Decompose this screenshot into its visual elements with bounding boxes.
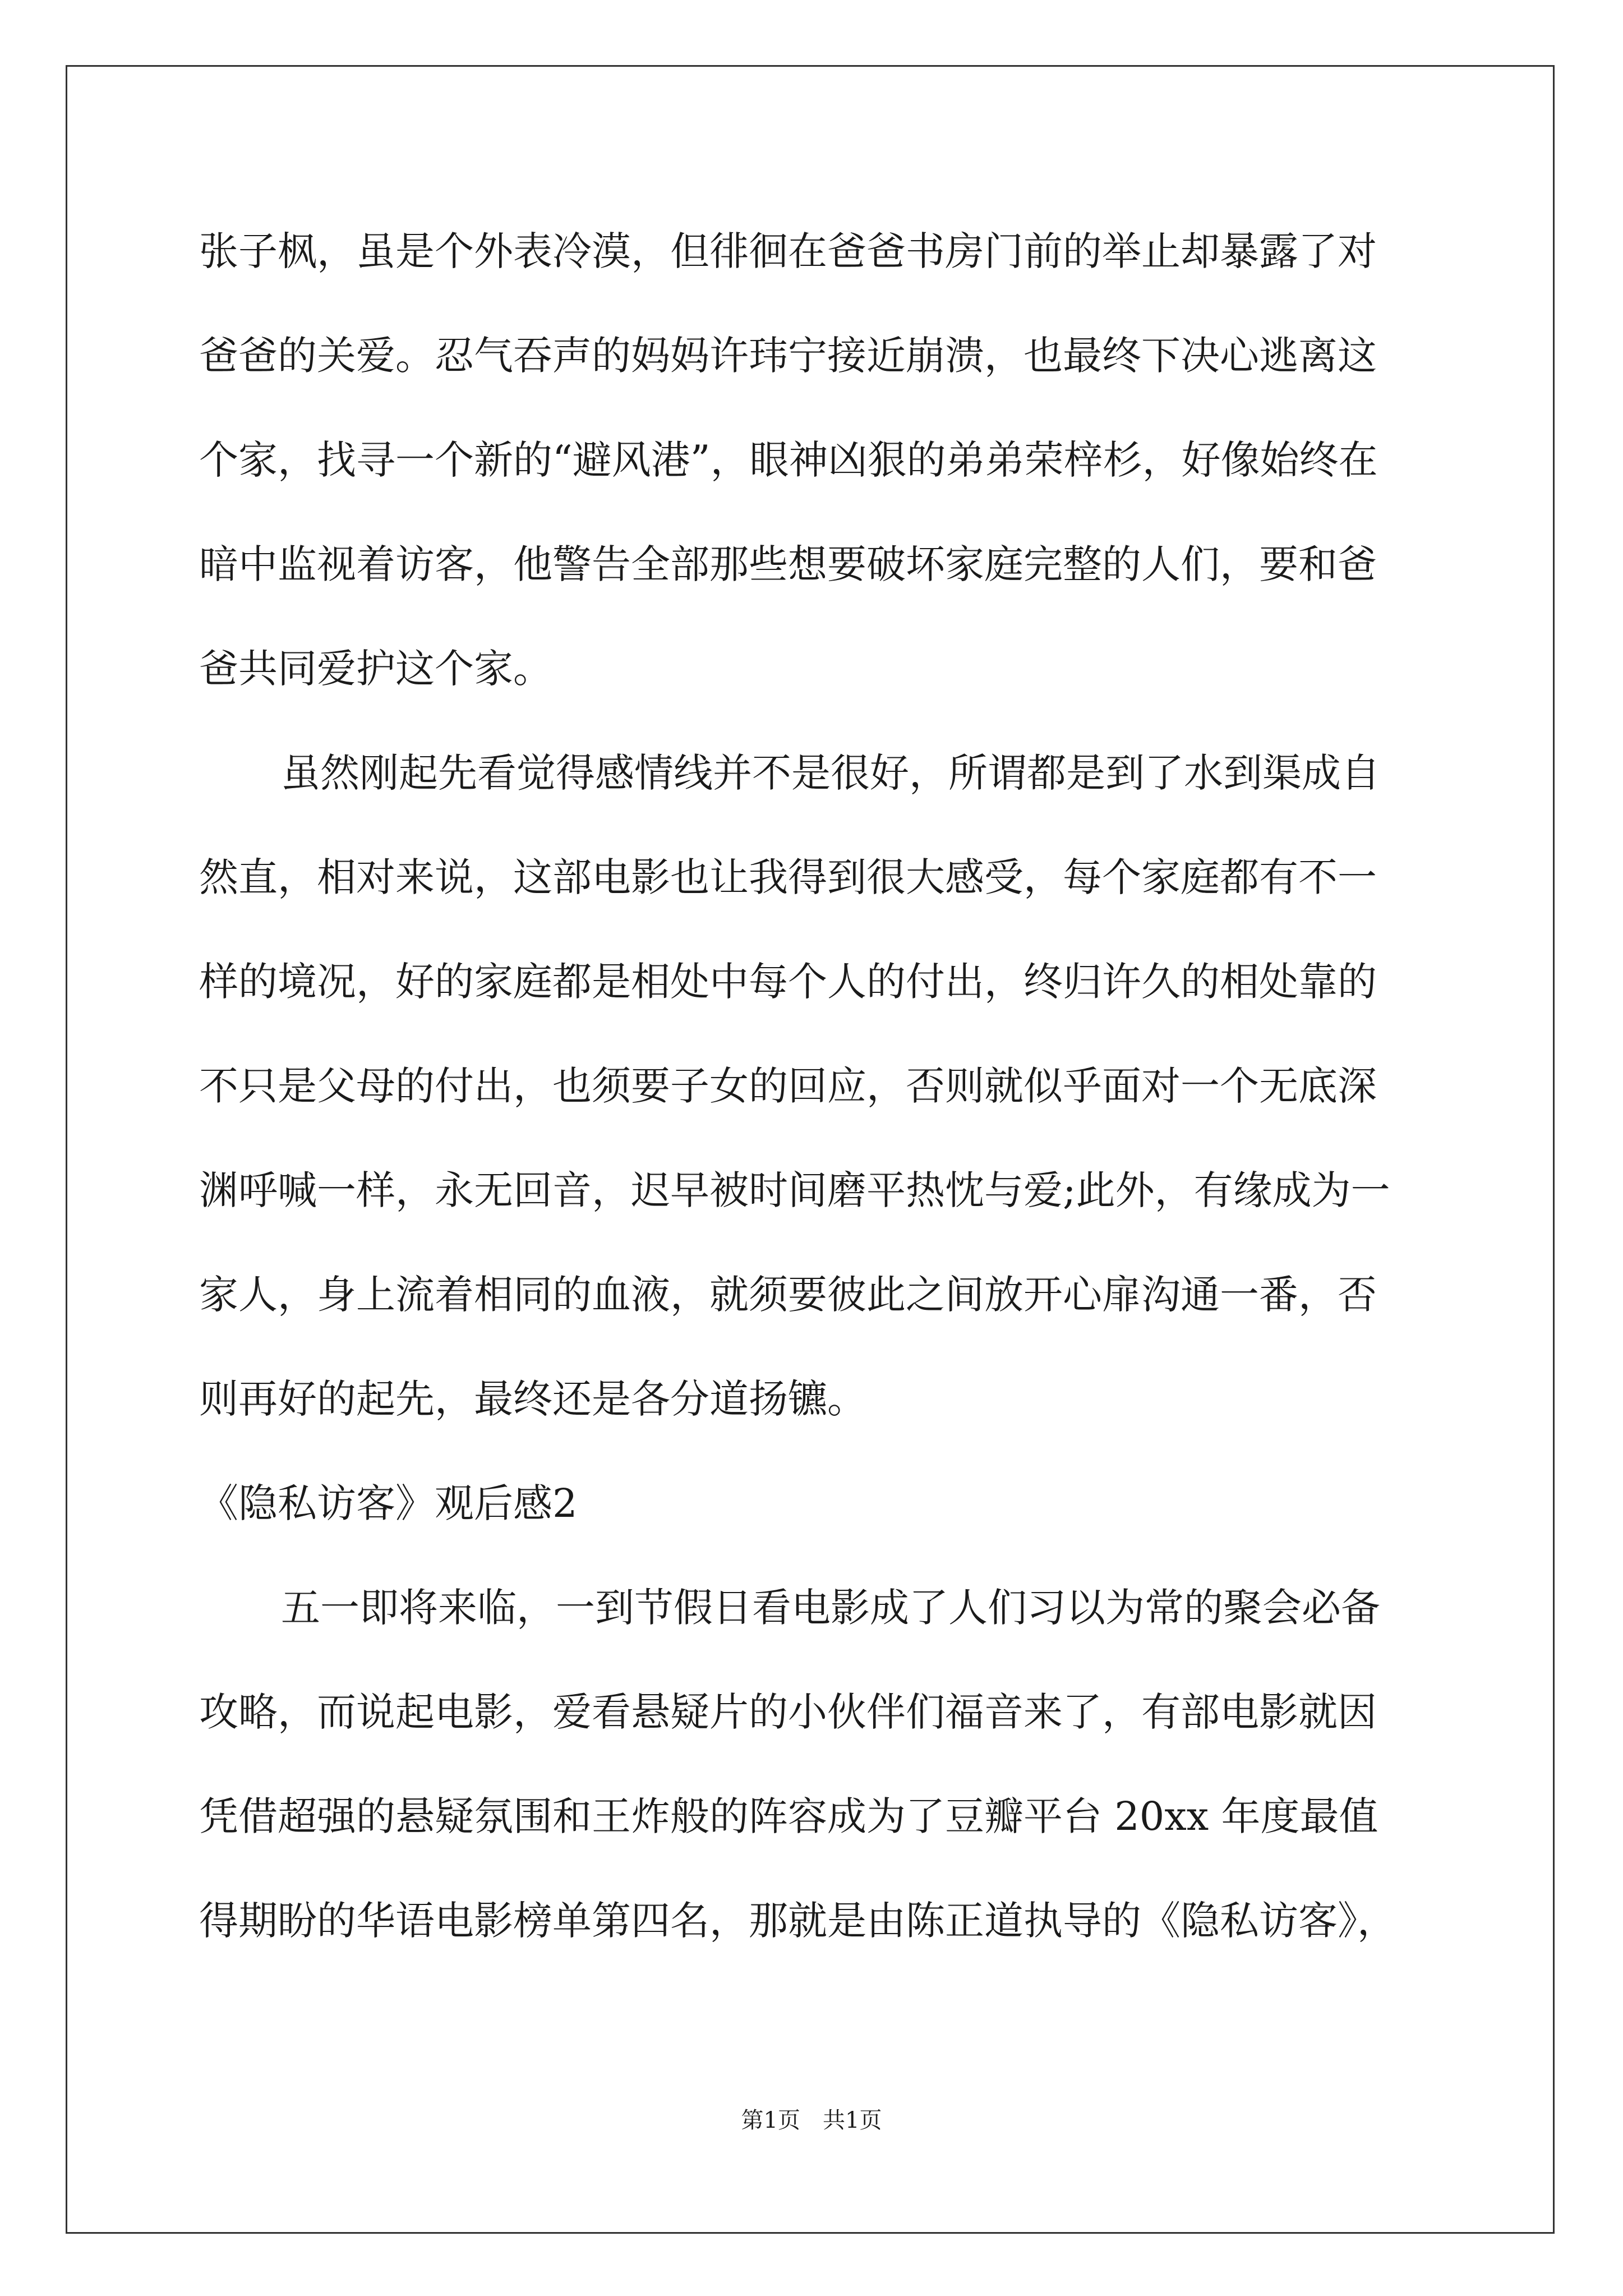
text-line: 样的境况，好的家庭都是相处中每个人的付出，终归许久的相处靠的 (199, 959, 1377, 1005)
document-body (199, 199, 1427, 1973)
section-heading: 《隐私访客》观后感2 (199, 1480, 578, 1526)
text-line: 则再好的起先，最终还是各分道扬镳。 (199, 1376, 866, 1422)
page-footer: 第1页 共1页 (741, 2108, 882, 2133)
text-line: 凭借超强的悬疑氛围和王炸般的阵容成为了豆瓣平台 20xx 年度最值 (199, 1793, 1378, 1839)
paragraph-first-line: 虽然刚起先看觉得感情线并不是很好，所谓都是到了水到渠成自 (281, 750, 1380, 796)
text-line: 然直，相对来说，这部电影也让我得到很大感受，每个家庭都有不一 (199, 854, 1377, 900)
text-line: 渊呼喊一样，永无回音，迟早被时间磨平热忱与爱;此外，有缘成为一 (199, 1167, 1390, 1213)
text-line: 张子枫，虽是个外表冷漠，但徘徊在爸爸书房门前的举止却暴露了对 (199, 228, 1377, 274)
text-line: 爸爸的关爱。忍气吞声的妈妈许玮宁接近崩溃，也最终下决心逃离这 (199, 333, 1377, 379)
text-line: 攻略，而说起电影，爱看悬疑片的小伙伴们福音来了，有部电影就因 (199, 1689, 1377, 1735)
text-line: 不只是父母的付出，也须要子女的回应，否则就似乎面对一个无底深 (199, 1063, 1377, 1109)
text-line: 暗中监视着访客，他警告全部那些想要破坏家庭完整的人们，要和爸 (199, 541, 1377, 587)
text-line: 个家，找寻一个新的“避风港”，眼神凶狠的弟弟荣梓杉，好像始终在 (199, 437, 1378, 483)
text-line: 爸共同爱护这个家。 (199, 646, 552, 692)
paragraph-first-line: 五一即将来临，一到节假日看电影成了人们习以为常的聚会必备 (281, 1585, 1380, 1631)
text-line: 家人，身上流着相同的血液，就须要彼此之间放开心扉沟通一番，否 (199, 1272, 1377, 1318)
text-line: 得期盼的华语电影榜单第四名，那就是由陈正道执导的《隐私访客》， (199, 1898, 1396, 1944)
